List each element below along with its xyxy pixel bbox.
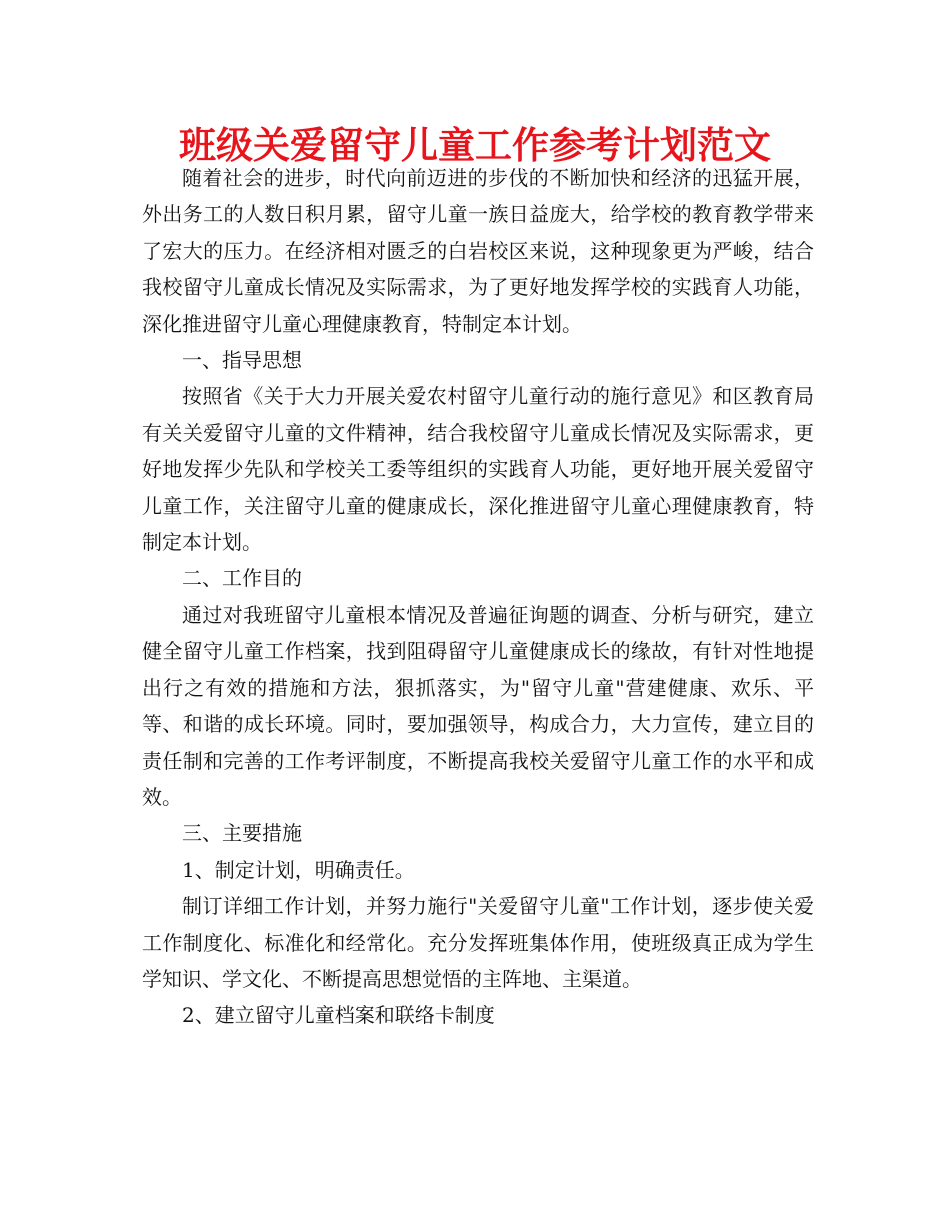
measure-2-heading: 2、建立留守儿童档案和联络卡制度 bbox=[182, 1003, 495, 1028]
document-body bbox=[142, 160, 814, 1034]
section-heading-main-measures: 三、主要措施 bbox=[182, 821, 302, 846]
intro-paragraph: 随着社会的进步，时代向前迈进的步伐的不断加快和经济的迅猛开展，外出务工的人数日积月累，留守儿童一族日益庞大，给学校的教育教学带来了宏大的压力。在经济相对匮乏的白岩校区来说，这种现象更为严峻，结合我校留守儿童成长情况及实际需求，为了更好地发挥学校的实践育人功能，深化推进留守儿童心理健康教育，特制定本计划。 bbox=[142, 166, 814, 336]
section-heading-work-goal: 二、工作目的 bbox=[182, 566, 302, 591]
section-heading-guiding-thought: 一、指导思想 bbox=[182, 348, 302, 373]
document-title: 班级关爱留守儿童工作参考计划范文 bbox=[179, 124, 771, 167]
measure-1-heading: 1、制定计划，明确责任。 bbox=[182, 857, 415, 882]
work-goal-paragraph: 通过对我班留守儿童根本情况及普遍征询题的调查、分析与研究，建立健全留守儿童工作档案，找到阻碍留守儿童健康成长的缘故，有针对性地提出行之有效的措施和方法，狠抓落实，为"留守儿童"营建健康、欢乐、平等、和谐的成长环境。同时，要加强领导，构成合力，大力宣传，建立目的责任制和完善的工作考评制度，不断提高我校关爱留守儿童工作的水平和成效。 bbox=[142, 602, 814, 809]
measure-1-paragraph: 制订详细工作计划，并努力施行"关爱留守儿童"工作计划，逐步使关爱工作制度化、标准化和经常化。充分发挥班集体作用，使班级真正成为学生学知识、学文化、不断提高思想觉悟的主阵地、主渠道。 bbox=[142, 894, 814, 991]
guiding-thought-paragraph: 按照省《关于大力开展关爱农村留守儿童行动的施行意见》和区教育局有关关爱留守儿童的文件精神，结合我校留守儿童成长情况及实际需求，更好地发挥少先队和学校关工委等组织的实践育人功能，更好地开展关爱留守儿童工作，关注留守儿童的健康成长，深化推进留守儿童心理健康教育，特制定本计划。 bbox=[142, 384, 814, 555]
